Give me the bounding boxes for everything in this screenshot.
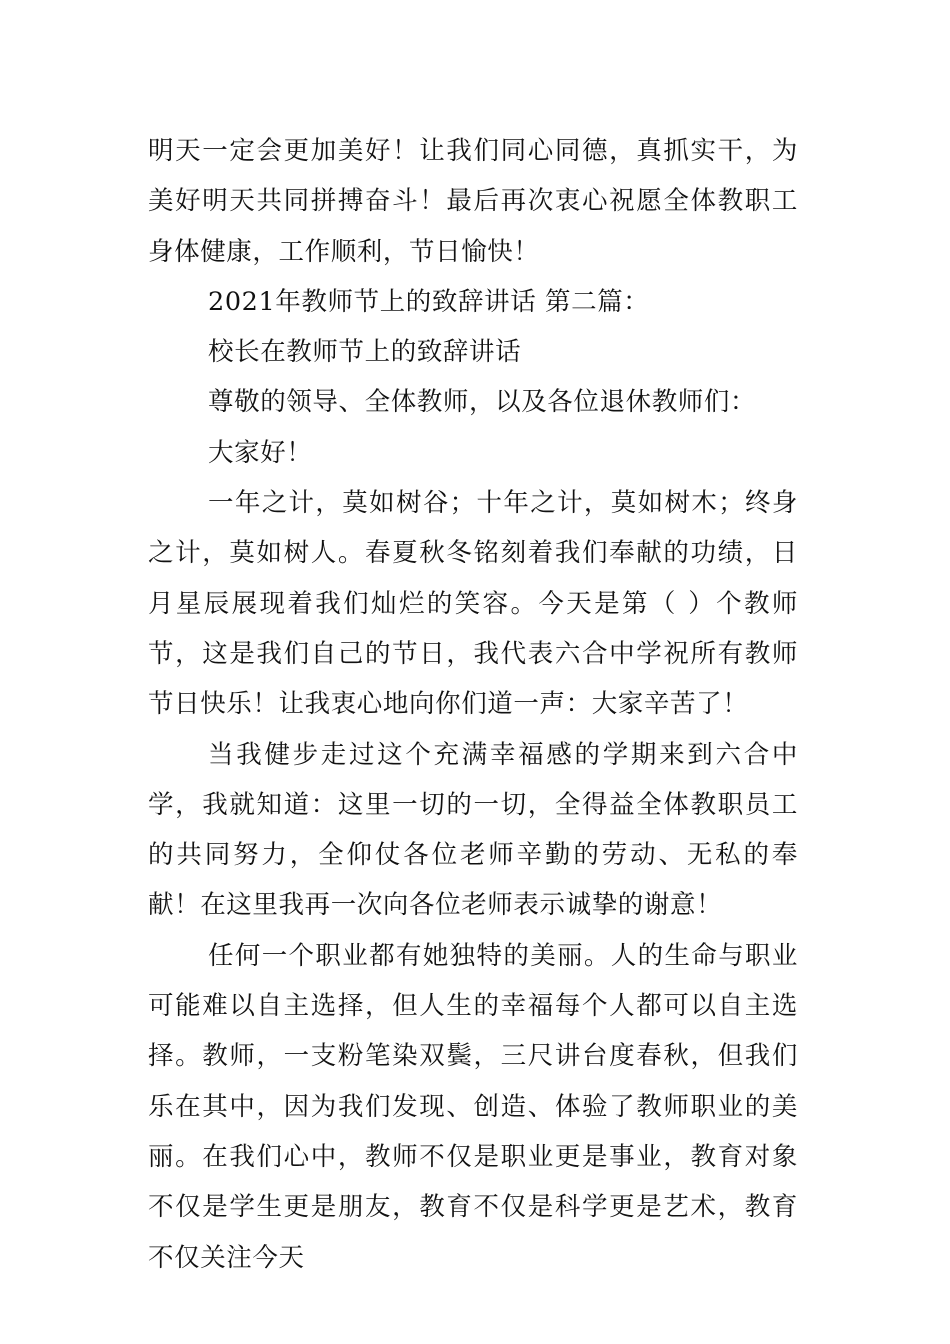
- salutation: 尊敬的领导、全体教师，以及各位退休教师们：: [208, 387, 757, 418]
- paragraph: 当我健步走过这个充满幸福感的学期来到六合中学，我就知道：这里一切的一切，全得益全体教职员工的共同努力，全仰仗各位老师辛勤的劳动、无私的奉献！在这里我再一次向各位老师表示诚挚的谢意！: [148, 739, 798, 921]
- document-body: [148, 126, 798, 1283]
- paragraph: 一年之计，莫如树谷；十年之计，莫如树木；终身之计，莫如树人。春夏秋冬铭刻着我们奉献的功绩，日月星辰展现着我们灿烂的笑容。今天是第（ ）个教师节，这是我们自己的节日，我代表六合中学祝所有教师节日快乐！让我衷心地向你们道一声：大家辛苦了！: [148, 488, 798, 720]
- paragraph-continuation: 明天一定会更加美好！让我们同心同德，真抓实干，为美好明天共同拼搏奋斗！最后再次衷心祝愿全体教职工身体健康，工作顺利，节日愉快！: [148, 136, 798, 267]
- paragraph: 任何一个职业都有她独特的美丽。人的生命与职业可能难以自主选择，但人生的幸福每个人都可以自主选择。教师，一支粉笔染双鬓，三尺讲台度春秋，但我们乐在其中，因为我们发现、创造、体验了教师职业的美丽。在我们心中，教师不仅是职业更是事业，教育对象不仅是学生更是朋友，教育不仅是科学更是艺术，教育不仅关注今天: [148, 940, 798, 1273]
- greeting: 大家好！: [208, 437, 313, 468]
- speech-title: 校长在教师节上的致辞讲话: [208, 337, 522, 368]
- section-title: 2021年教师节上的致辞讲话 第二篇：: [208, 286, 650, 317]
